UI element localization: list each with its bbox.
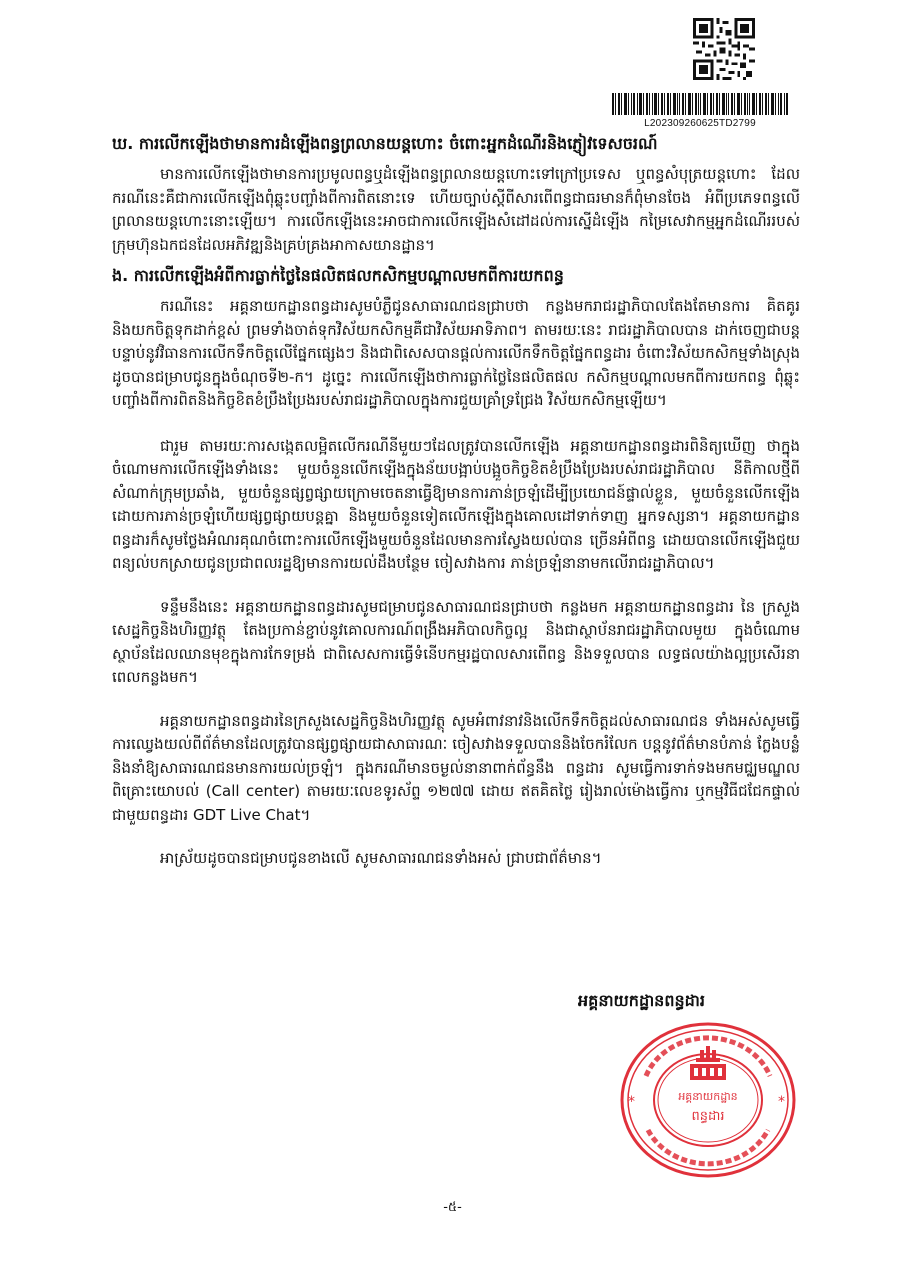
paragraph-summary: ជារួម តាមរយៈការសង្កេតលម្អិតលើករណីនីមួយៗដែលត្រូវបានលើកឡើង អគ្គនាយកដ្ឋានពន្ធដារពិនិត្យឃើញ ថាក្នុងចំណោមការលើកឡើងទាំងនេះ មួយចំនួនលើកឡើងក្នុងន័យបង្អាប់បង្អួចកិច្ចខិតខំប្រឹងប្រែងរបស់រាជរដ្ឋាភិបាល នីតិកាលថ្មីពីសំណាក់ក្រុមប្រឆាំង, មួយចំនួនផ្សព្វផ្សាយក្រោមចេតនាធ្វើឱ្យមានការភាន់ច្រឡំដើម្បីប្រយោជន៍ផ្ទាល់ខ្លួន, មួយចំនួនលើកឡើងដោយការភាន់ច្រឡំហើយផ្សព្វផ្សាយបន្តគ្នា និងមួយចំនួនទៀតលើកឡើងក្នុងគោលដៅទាក់ទាញ អ្នកទស្សនា។ អគ្គនាយកដ្ឋានពន្ធដារក៏សូមថ្លែងអំណរគុណចំពោះការលើកឡើងមួយចំនួនដែលមានការស្វែងយល់បាន ច្រើនអំពីពន្ធ ដោយបានលើកឡើងជួយពន្យល់បកស្រាយជូនប្រជាពលរដ្ឋឱ្យមានការយល់ដឹងបន្ថែម ចៀសវាងការ ភាន់ច្រឡំនានាមកលើរាជរដ្ឋាភិបាល។	[112, 436, 800, 572]
paragraph-closing: អាស្រ័យដូចបានជម្រាបជូនខាងលើ សូមសាធារណជនទាំងអស់ ជ្រាបជាព័ត៌មាន។	[160, 849, 602, 867]
barcode-number: L202309260625TD2799	[644, 118, 756, 129]
paragraph-reform: ទន្ទឹមនឹងនេះ អគ្គនាយកដ្ឋានពន្ធដារសូមជម្រាបជូនសាធារណជនជ្រាបថា កន្លងមក អគ្គនាយកដ្ឋានពន្ធដារ នៃ ក្រសួងសេដ្ឋកិច្ចនិងហិរញ្ញវត្ថុ តែងប្រកាន់ខ្ជាប់នូវគោលការណ៍ពង្រឹងអភិបាលកិច្ចល្អ និងជាស្ថាប័នរាជរដ្ឋាភិបាលមួយ ក្នុងចំណោមស្ថាប័នដែលឈានមុខក្នុងការកែទម្រង់ ជាពិសេសការធ្វើទំនើបកម្មរដ្ឋបាលសារពើពន្ធ និងទទួលបាន លទ្ធផលយ៉ាងល្អប្រសើរនាពេលកន្លងមក។	[112, 597, 800, 686]
qr-code	[693, 18, 755, 80]
barcode	[612, 93, 788, 115]
signature-label: អគ្គនាយកដ្ឋានពន្ធដារ	[578, 991, 705, 1010]
svg-text:*: *	[778, 1094, 785, 1110]
section-heading-agriculture: ង. ការលើកឡើងអំពីការធ្លាក់ថ្លៃនៃផលិតផលកសិកម្មបណ្តាលមកពីការយកពន្ធ	[112, 266, 564, 285]
paragraph-agriculture: ករណីនេះ អគ្គនាយកដ្ឋានពន្ធដារសូមបំភ្លឺជូនសាធារណជនជ្រាបថា កន្លងមករាជរដ្ឋាភិបាលតែងតែមានការ គិតគូរនិងយកចិត្តទុកដាក់ខ្ពស់ ព្រមទាំងចាត់ទុកវិស័យកសិកម្មគឺជាវិស័យអាទិភាព។ តាមរយៈនេះ រាជរដ្ឋាភិបាលបាន ដាក់ចេញជាបន្តបន្ទាប់នូវវិធានការលើកទឹកចិត្តលើផ្នែកផ្សេងៗ និងជាពិសេសបានផ្តល់ការលើកទឹកចិត្តផ្នែកពន្ធដារ ចំពោះវិស័យកសិកម្មទាំងស្រុងដូចបានជម្រាបជូនក្នុងចំណុចទី២-ក។ ដូច្នេះ ការលើកឡើងថាការធ្លាក់ថ្លៃនៃផលិតផល កសិកម្មបណ្តាលមកពីការយកពន្ធ ពុំឆ្លុះបញ្ចាំងពីការពិតនិងកិច្ចខិតខំប្រឹងប្រែងរបស់រាជរដ្ឋាភិបាលក្នុងការជួយគ្រាំទ្រជ្រែង វិស័យកសិកម្មឡើយ។	[112, 297, 800, 409]
document-body	[112, 131, 800, 871]
seal-text-bottom: ពន្ធដារ	[691, 1109, 725, 1124]
seal-text-top: អគ្គនាយកដ្ឋាន	[678, 1090, 738, 1103]
paragraph-call-center: អគ្គនាយកដ្ឋានពន្ធដារនៃក្រសួងសេដ្ឋកិច្ចនិងហិរញ្ញវត្ថុ សូមអំពាវនាវនិងលើកទឹកចិត្តដល់សាធារណជន ទាំងអស់សូមធ្វើការឈ្វេងយល់ពីព័ត៌មានដែលត្រូវបានផ្សព្វផ្សាយជាសាធារណៈ ចៀសវាងទទួលបាននិងចែករំលែក បន្តនូវព័ត៌មានបំភាន់ ក្លែងបន្លំ និងនាំឱ្យសាធារណជនមានការយល់ច្រឡំ។ ក្នុងករណីមានចម្ងល់នានាពាក់ព័ន្ធនឹង ពន្ធដារ សូមធ្វើការទាក់ទងមកមជ្ឈមណ្ឌលពិគ្រោះយោបល់ (Call center) តាមរយៈលេខទូរស័ព្ទ ១២៧៧ ដោយ ឥតគិតថ្លៃ រៀងរាល់ម៉ោងធ្វើការ ឬកម្មវិធីជជែកផ្ទាល់ជាមួយពន្ធដារ GDT Live Chat។	[112, 711, 800, 824]
paragraph-airport-tax: មានការលើកឡើងថាមានការប្រមូលពន្ធឬដំឡើងពន្ធព្រលានយន្តហោះទៅក្រៅប្រទេស ឬពន្ធសំបុត្រយន្តហោះ ដែលករណីនេះគឺជាការលើកឡើងពុំឆ្លុះបញ្ចាំងពីការពិតនោះទេ ហើយច្បាប់ស្តីពីសារពើពន្ធជាធរមានក៏ពុំមានចែង អំពីប្រភេទពន្ធលើព្រលានយន្តហោះនោះឡើយ។ ការលើកឡើងនេះអាចជាការលើកឡើងសំដៅដល់ការស្នើដំឡើង កម្រៃសេវាកម្មអ្នកដំណើររបស់ក្រុមហ៊ុនឯកជនដែលអភិវឌ្ឍនិងគ្រប់គ្រងអាកាសយានដ្ឋាន។	[112, 165, 800, 254]
official-seal	[618, 1020, 798, 1180]
section-heading-airport-tax: ឃ. ការលើកឡើងថាមានការដំឡើងពន្ធព្រលានយន្តហោះ ចំពោះអ្នកដំណើរនិងភ្ញៀវទេសចរណ៍	[112, 134, 658, 153]
page-number: -៥-	[443, 1200, 462, 1215]
svg-text:*: *	[628, 1094, 635, 1110]
